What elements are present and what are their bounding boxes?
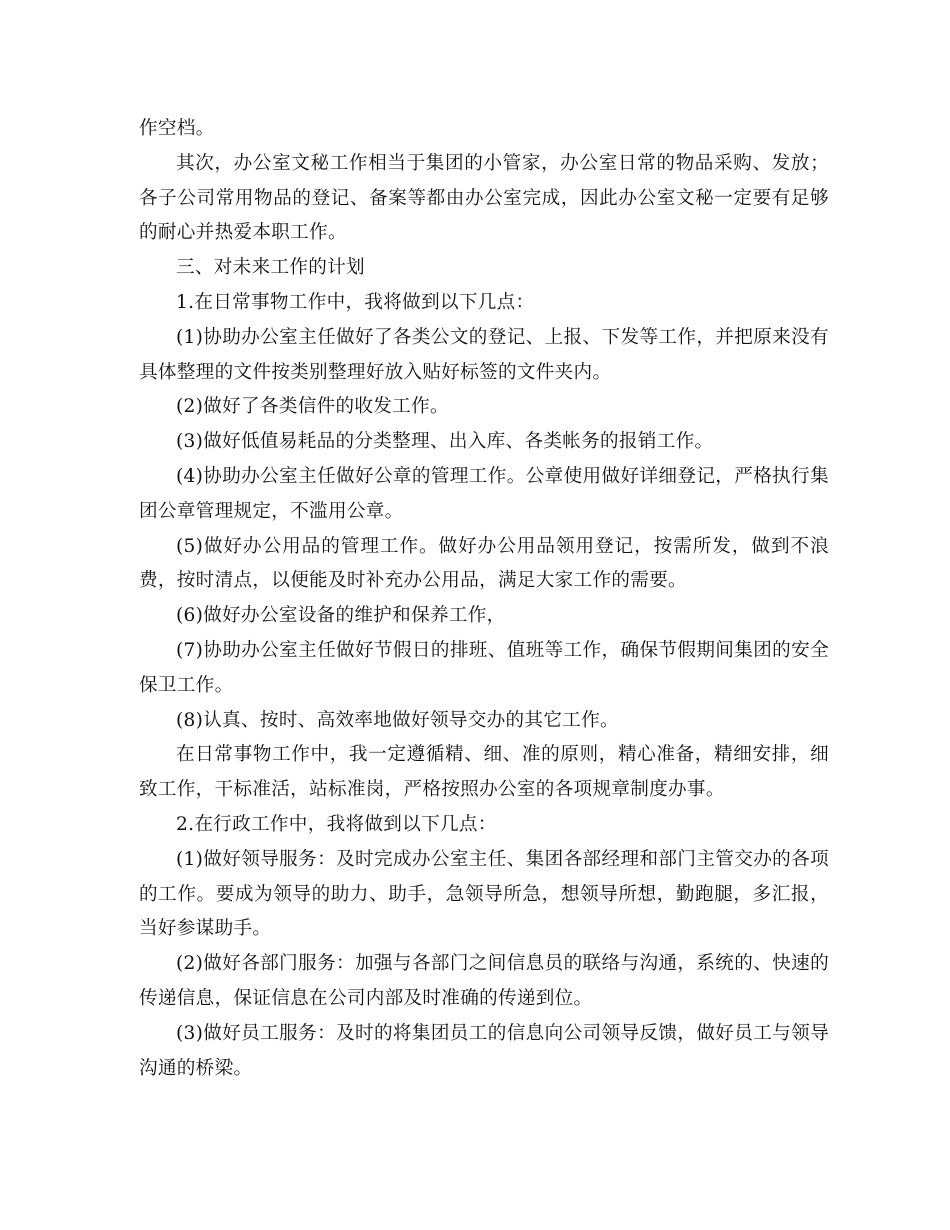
list-item-daily-7: (7)协助办公室主任做好节假日的排班、值班等工作，确保节假期间集团的安全保卫工作。 (139, 639, 829, 696)
list-item-admin-1: (1)做好领导服务：及时完成办公室主任、集团各部经理和部门主管交办的各项的工作。要成为领导的助力、助手，急领导所急，想领导所想，勤跑腿，多汇报，当好参谋助手。 (139, 848, 829, 940)
list-item-daily-4: (4)协助办公室主任做好公章的管理工作。公章使用做好详细登记，严格执行集团公章管理规定，不滥用公章。 (139, 465, 829, 522)
subheading-administrative-work: 2.在行政工作中，我将做到以下几点： (176, 813, 497, 835)
list-item-admin-2: (2)做好各部门服务：加强与各部门之间信息员的联络与沟通，系统的、快速的传递信息，保证信息在公司内部及时准确的传递到位。 (139, 953, 829, 1009)
list-item-daily-6: (6)做好办公室设备的维护和保养工作， (176, 605, 506, 627)
list-item-admin-3: (3)做好员工服务：及时的将集团员工的信息向公司领导反馈，做好员工与领导沟通的桥梁。 (139, 1022, 829, 1079)
list-item-daily-1: (1)协助办公室主任做好了各类公文的登记、上报、下发等工作，并把原来没有具体整理的文件按类别整理好放入贴好标签的文件夹内。 (139, 326, 829, 383)
paragraph-secretary-role: 其次，办公室文秘工作相当于集团的小管家，办公室日常的物品采购、发放；各子公司常用物品的登记、备案等都由办公室完成，因此办公室文秘一定要有足够的耐心并热爱本职工作。 (139, 152, 829, 244)
paragraph-continuation: 作空档。 (139, 118, 215, 139)
list-item-daily-5: (5)做好办公用品的管理工作。做好办公用品领用登记，按需所发，做到不浪费，按时清点，以便能及时补充办公用品，满足大家工作的需要。 (139, 535, 829, 592)
list-item-daily-3: (3)做好低值易耗品的分类整理、出入库、各类帐务的报销工作。 (176, 431, 714, 453)
list-item-daily-2: (2)做好了各类信件的收发工作。 (176, 396, 449, 418)
list-item-daily-8: (8)认真、按时、高效率地做好领导交办的其它工作。 (176, 709, 619, 731)
paragraph-daily-principles: 在日常事物工作中，我一定遵循精、细、准的原则，精心准备，精细安排，细致工作，干标准活，站标准岗，严格按照办公室的各项规章制度办事。 (139, 744, 829, 801)
subheading-daily-affairs: 1.在日常事物工作中，我将做到以下几点： (176, 291, 535, 313)
section-heading-future-plan: 三、对未来工作的计划 (176, 257, 365, 279)
